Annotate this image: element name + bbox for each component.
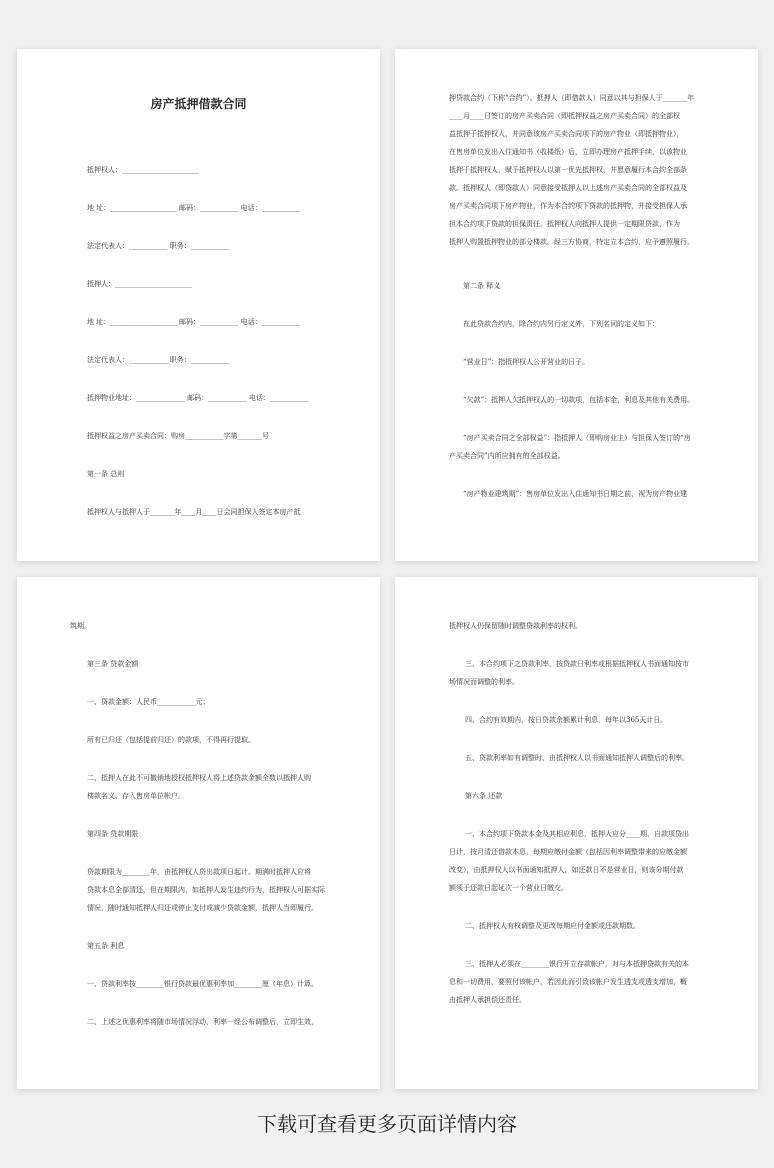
text-line: 一、本合约项下贷款本金及其相应利息，抵押人应分____期，自款项贷出 [465,830,689,838]
text-line: 楼款名义，存入售房单位帐户。 [87,792,185,800]
text-line: “房产买卖合同之全部权益”：指抵押人（即购房业主）与担保人签订的“房 [463,434,691,442]
text-line: 五、贷款利率如有调整时，由抵押权人以书面通知抵押人调整后的利率。 [465,754,689,762]
contract-page-2 [395,49,758,561]
text-line: 抵押人：______________________ [87,280,192,288]
text-line: 所有已归还（包括提前归还）的款项，不得再行提取。 [87,736,255,744]
text-line: 三、抵押人必须在________银行开立存款帐户，对与本抵押贷款有关的本 [465,960,689,968]
text-line: 情况，随时通知抵押人归还或停止支付或减少贷款金额，抵押人当即履行。 [87,904,318,912]
contract-page-4 [395,577,758,1089]
text-line: 二、抵押人在此不可撤销地授权抵押权人将上述贷款金额全数以抵押人购 [87,774,311,782]
text-line: 在此贷款合约内，除合约内另行定义外，下列名词的定义如下： [463,320,659,328]
text-line: “房产物业建筑期”：售房单位发出入住通知书日期之前，视为房产物业建 [463,490,688,498]
text-line: 担本合约项下贷款的担保责任。抵押权人向抵押人提供一定期限贷款，作为 [449,220,680,228]
text-line: 产买卖合同”内所应拥有的全部权益。 [449,452,565,460]
section-heading: 第四条 贷款期限 [87,830,139,838]
text-line: 筑期。 [70,622,91,630]
section-heading: 第六条 还款 [465,792,503,800]
text-line: 地 址：___________________ 邮码：___________ 电话：___________ [87,204,301,212]
text-line: 抵押物业地址：______________ 邮码：___________ 电话：___________ [87,394,309,402]
text-line: 改变），由抵押权人以书面通知抵押人，如还款日不是营业日，则该分期付款 [449,866,684,874]
text-line: 一、贷款金额：人民币___________元； [87,698,210,706]
text-line: 额须于还款日起延次一个营业日缴交。 [449,884,568,892]
text-line: 由抵押人承担偿还责任。 [449,996,526,1004]
text-line: 款。抵押权人（即贷款人）同意接受抵押人以上述房产买卖合同的全部权益及 [449,184,687,192]
contract-page-1 [17,49,380,561]
section-heading: 第二条 释义 [463,282,501,290]
text-line: 抵押权益之房产买卖合同：购房___________字第_______号 [87,432,269,440]
download-more-caption: 下载可查看更多页面详情内容 [257,1112,517,1136]
text-line: 场情况而调整的利率。 [449,678,519,686]
text-line: 房产买卖合同项下房产物业，作为本合约项下贷款的抵押物，并接受担保人承 [449,202,687,210]
text-line: 在售房单位发出入住通知书（收楼纸）后，立即办理房产抵押手续，以该物业 [449,148,687,156]
text-line: “营业日”：指抵押权人公开营业的日子。 [463,358,590,366]
text-line: 抵押权人仍保留随时调整贷款利率的权利。 [449,622,582,630]
text-line: 地 址：___________________ 邮码：___________ 电话：___________ [87,318,301,326]
text-line: 抵押权人：______________________ [87,166,199,174]
text-line: 日计，按月清还借款本息，每期应缴付金额（包括因利率调整带来的应缴金额 [449,848,687,856]
text-line: 贷款本息全部清还，但在期限内，如抵押人发生违约行为，抵押权人可据实际 [87,886,325,894]
section-heading: 第三条 贷款金额 [87,660,139,668]
text-line: 四、合约有效期内，按日贷款余额累计利息，每年以365天计日。 [465,716,668,724]
text-line: 抵押人购置抵押物业的部分楼款。经三方协商，特定立本合约，应予遵照履行。 [449,238,694,246]
text-line: 一、贷款利率按________银行贷款最优惠利率加________厘（年息）计算。 [87,980,318,988]
section-heading: 第一条 总则 [87,470,125,478]
text-line: 抵押于抵押权人，赋予抵押权人以第一优先抵押权，并愿意履行本合约全部条 [449,166,687,174]
contract-page-3 [17,577,380,1089]
text-line: 法定代表人：___________ 职务：___________ [87,242,230,250]
text-line: 益抵押于抵押权人，并同意该房产买卖合同项下的房产物业（即抵押物业）， [449,130,684,138]
text-line: 抵押权人与抵押人于_______年____月____日会同担保人签定本房产抵 [87,508,301,516]
text-line: 贷款期限为________年，由抵押权人贷出款项日起计。期满时抵押人应将 [87,868,311,876]
text-line: 息和一切费用，要照付该帐户，若因此而引致该帐户发生透支或透支增加，概 [449,978,687,986]
text-line: 二、抵押权人有权调整及更改每期应付金额或还款期数。 [465,922,640,930]
section-heading: 第五条 利息 [87,942,125,950]
contract-title: 房产抵押借款合同 [150,97,247,111]
text-line: ____月____日签订的房产买卖合同（即抵押权益之房产买卖合同）的全部权 [449,112,680,120]
text-line: 三、本合约项下之贷款利率，按贷款日利率或根据抵押权人书面通知按市 [465,660,689,668]
text-line: 押贷款合约（下称“合约”）。抵押人（即借款人）同意以其与担保人于_______年 [449,94,695,102]
text-line: 法定代表人：___________ 职务：___________ [87,356,230,364]
text-line: “欠款”：抵押人欠抵押权人的一切款项，包括本金，利息及其他有关费用。 [463,396,695,404]
text-line: 二、上述之优惠利率将随市场情况浮动，利率一经公布调整后，立即生效， [87,1018,318,1026]
